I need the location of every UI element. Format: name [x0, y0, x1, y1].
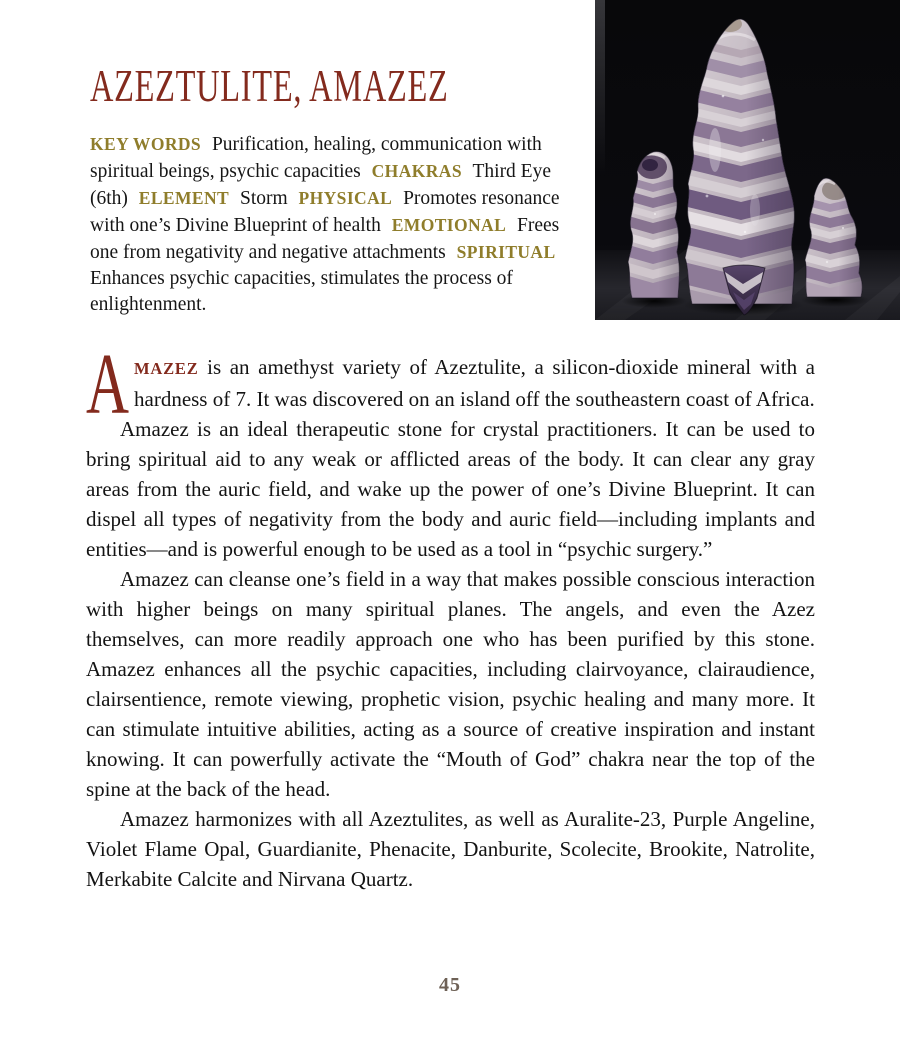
keyword-text: Third Eye (6th) [90, 161, 551, 209]
dropcap-letter: A [86, 335, 129, 432]
lead-paragraph [86, 352, 815, 414]
body-text [86, 335, 815, 894]
keyword-label: EMOTIONAL [391, 215, 507, 235]
paragraph: Amazez is an ideal therapeutic stone for crystal practitioners. It can be used to bring spiritual aid to any weak or afflicted areas of the body. It can clear any gray areas from the auric field, and wake up the power of one’s Divine Blueprint. It can dispel all types of negativity from the body and auric field—including implants and entities—and is powerful enough to be used as a tool in “psychic surgery.” [86, 417, 815, 561]
paragraph: Amazez can cleanse one’s field in a way that makes possible conscious interaction with higher beings on many spiritual planes. The angels, and even the Azez themselves, can more readily approach one who has been purified by this stone. Amazez enhances all the psychic capacities, including clairvoyance, clairaudience, clairsentience, remote viewing, prophetic vision, psychic healing and many more. It can stimulate intuitive abilities, acting as a source of creative inspiration and instant knowing. It can powerfully activate the “Mouth of God” chakra near the top of the spine at the back of the head. [86, 567, 815, 801]
keyword-label: KEY WORDS [90, 134, 202, 154]
keyword-text: Promotes resonance with one’s Divine Blueprint of health [90, 188, 560, 236]
paragraph: Amazez harmonizes with all Azeztulites, as well as Auralite-23, Purple Angeline, Violet Flame Opal, Guardianite, Phenacite, Danburite, Scolecite, Brookite, Natrolite, Merkabite Calcite and Nirvana Quartz. [86, 807, 815, 891]
page-title: AZEZTULITE, AMAZEZ [90, 61, 449, 111]
keyword-label: ELEMENT [138, 188, 230, 208]
keyword-text: Enhances psychic capacities, stimulates the process of enlightenment. [90, 268, 513, 315]
keyword-label: SPIRITUAL [456, 242, 556, 262]
page-number: 45 [439, 974, 461, 996]
body-paragraphs [86, 414, 815, 894]
lead-text: is an amethyst variety of Azeztulite, a silicon-dioxide mineral with a hardness of 7. It was discovered on an island off the southeastern coast of Africa. [134, 355, 815, 411]
lead-smallcaps: MAZEZ [134, 359, 199, 378]
keyword-text: Purification, healing, communication with spiritual beings, psychic capacities [90, 134, 542, 182]
keyword-text: Storm [239, 188, 288, 209]
keyword-label: PHYSICAL [298, 188, 393, 208]
keyword-label: CHAKRAS [371, 161, 462, 181]
keywords-block [90, 131, 584, 318]
amazez-crystals-photo [595, 0, 900, 320]
keyword-text: Frees one from negativity and negative attachments [90, 215, 560, 263]
